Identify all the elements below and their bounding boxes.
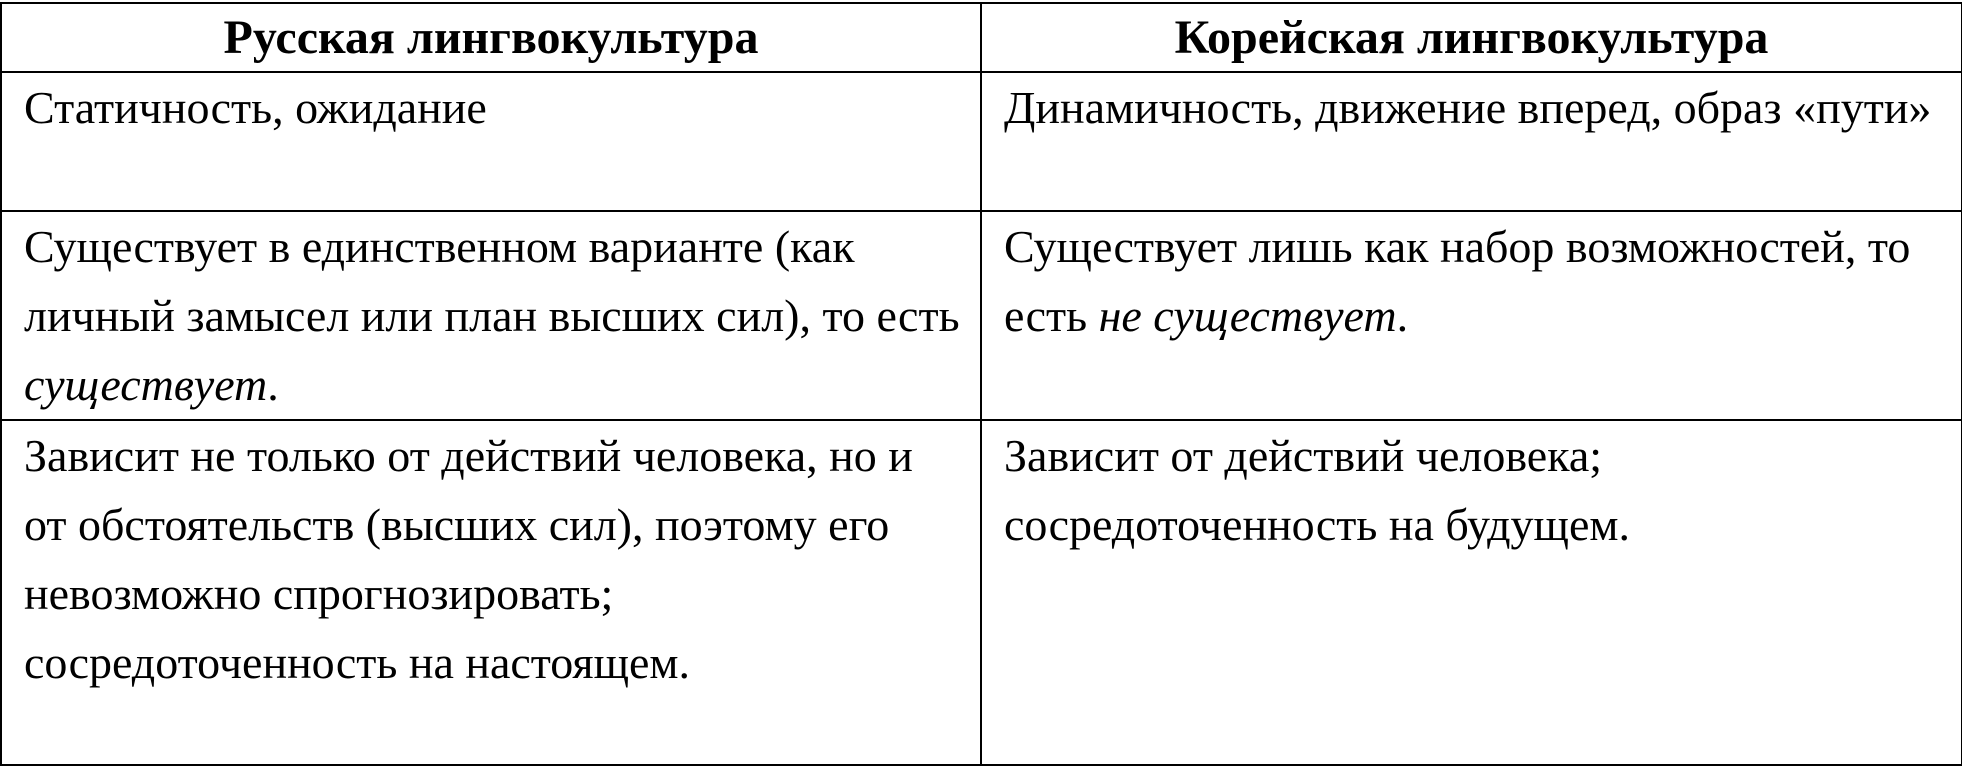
- table-row: [1, 72, 1962, 211]
- cell-korean-dynamics: [981, 72, 1962, 211]
- emphasis-text: не существует: [1098, 290, 1397, 341]
- text-segment: Существует в единственном варианте (как личный замысел или план высших сил), то есть: [24, 221, 960, 341]
- table-row: [1, 420, 1962, 765]
- emphasis-text: существует: [24, 359, 268, 410]
- cell-text: Зависит от действий человека; сосредоточенность на будущем.: [1004, 430, 1630, 550]
- cell-text: Статичность, ожидание: [24, 82, 487, 133]
- cell-text: Динамичность, движение вперед, образ «пути»: [1004, 82, 1932, 133]
- cell-korean-existence: [981, 211, 1962, 420]
- cell-russian-statics: [1, 72, 981, 211]
- header-russian: Русская лингвокультура: [1, 3, 981, 72]
- cell-russian-existence: [1, 211, 981, 420]
- table-header: [1, 3, 1962, 72]
- cell-text: [1004, 212, 1941, 350]
- header-row: [1, 3, 1962, 72]
- text-segment: .: [1396, 290, 1409, 341]
- text-segment: .: [267, 359, 279, 410]
- table-body: [1, 72, 1962, 765]
- header-korean: Корейская лингвокультура: [981, 3, 1962, 72]
- cell-russian-dependence: [1, 420, 981, 765]
- cell-korean-dependence: [981, 420, 1962, 765]
- cell-text: Зависит не только от действий человека, но и от обстоятельств (высших сил), поэтому его невозможно спрогнозировать; сосредоточенность на настоящем.: [24, 430, 913, 688]
- cell-text: [24, 212, 960, 419]
- comparison-table: [0, 2, 1962, 766]
- table-row: [1, 211, 1962, 420]
- text-segment: Существует лишь как набор возможностей, то есть: [1004, 221, 1911, 341]
